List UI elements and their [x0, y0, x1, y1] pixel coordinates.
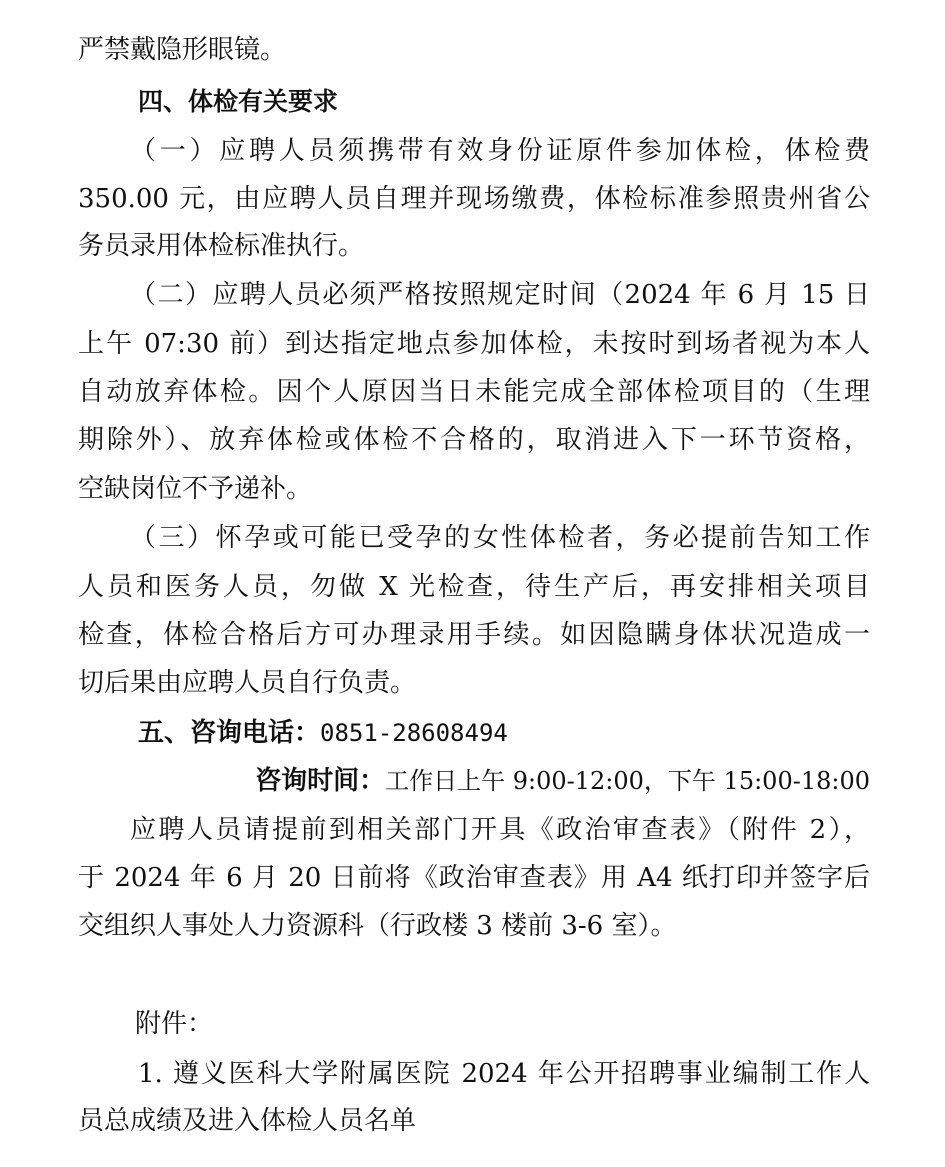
paragraph-3-line-1: （三）怀孕或可能已受孕的女性体检者，务必提前告知工作	[130, 523, 870, 553]
consult-time-line	[192, 757, 870, 805]
paragraph-2-line-4: 期除外）、放弃体检或体检不合格的，取消进入下一环节资格，	[78, 425, 870, 455]
attachment-1-line-2: 员总成绩及进入体检人员名单	[78, 1106, 417, 1136]
paragraph-4-line-2: 于 2024 年 6 月 20 日前将《政治审查表》用 A4 纸打印并签字后	[78, 863, 870, 893]
paragraph-4-line-3: 交组织人事处人力资源科（行政楼 3 楼前 3-6 室）。	[78, 911, 677, 941]
paragraph-2-line-5: 空缺岗位不予递补。	[78, 474, 313, 504]
consult-phone-label: 五、咨询电话：	[138, 718, 321, 748]
paragraph-1-line-2: 350.00 元，由应聘人员自理并现场缴费，体检标准参照贵州省公	[78, 184, 870, 214]
paragraph-4-line-1: 应聘人员请提前到相关部门开具《政治审查表》（附件 2），	[130, 815, 870, 845]
paragraph-1-line-3: 务员录用体检标准执行。	[78, 231, 365, 261]
consult-time-value: 工作日上午 9:00-12:00，下午 15:00-18:00	[385, 767, 870, 795]
paragraph-3-line-3: 检查，体检合格后方可办理录用手续。如因隐瞒身体状况造成一	[78, 620, 870, 650]
paragraph-1-line-1: （一）应聘人员须携带有效身份证原件参加体检，体检费	[130, 136, 870, 166]
paragraph-3-line-2: 人员和医务人员，勿做 X 光检查，待生产后，再安排相关项目	[78, 572, 870, 602]
paragraph-2-line-2: 上午 07:30 前）到达指定地点参加体检，未按时到场者视为本人	[78, 329, 870, 359]
attachment-1-line-1: 1. 遵义医科大学附属医院 2024 年公开招聘事业编制工作人	[138, 1059, 870, 1089]
section-heading-4: 四、体检有关要求	[138, 87, 339, 116]
paragraph-2-line-1: （二）应聘人员必须严格按照规定时间（2024 年 6 月 15 日	[130, 280, 870, 310]
paragraph-3-line-4: 切后果由应聘人员自行负责。	[78, 668, 417, 698]
consult-time-label: 咨询时间：	[255, 766, 386, 796]
paragraph-2-line-3: 自动放弃体检。因个人原因当日未能完成全部体检项目的（生理	[78, 377, 870, 407]
text-line: 严禁戴隐形眼镜。	[78, 35, 287, 65]
consult-phone-number: 0851-28608494	[320, 719, 508, 747]
consult-phone-line	[138, 709, 870, 757]
attachment-label: 附件：	[135, 1009, 214, 1039]
